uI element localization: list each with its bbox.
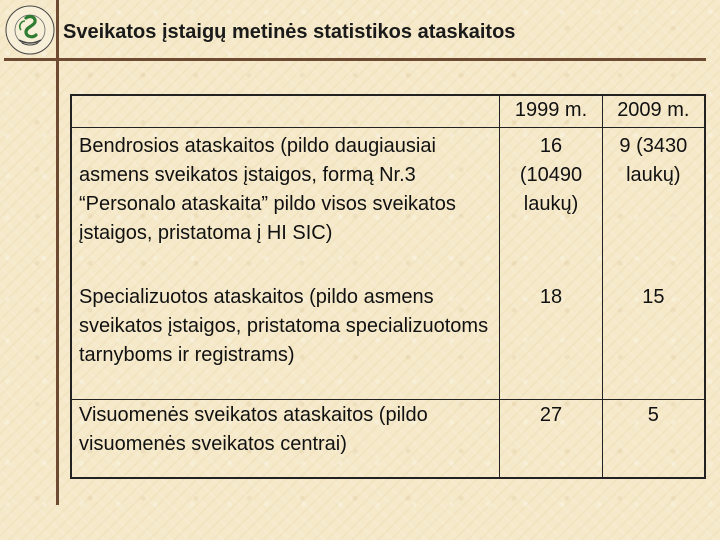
row-value-1999: 27 (500, 400, 602, 479)
row-value-1999: 16 (10490 laukų) (500, 128, 602, 283)
statistics-table (70, 94, 706, 479)
row-value-2009: 15 (642, 286, 665, 308)
vertical-accent-line (56, 0, 59, 505)
table-row (71, 128, 705, 283)
health-info-center-logo-icon (4, 4, 56, 56)
row-value-2009: 5 (602, 400, 705, 479)
page-title: Sveikatos įstaigų metinės statistikos ataskaitos (63, 21, 516, 43)
table-header-row (71, 95, 705, 128)
table-row (71, 282, 705, 400)
row-description: Specializuotos ataskaitos (pildo asmens sveikatos įstaigos, pristatoma specializuotoms tarnyboms ir registrams) (71, 282, 500, 400)
row-description: Bendrosios ataskaitos (pildo daugiausiai asmens sveikatos įstaigos, formą Nr.3 “Personalo ataskaita” pildo visos sveikatos įstaigos, pristatoma į HI SIC) (71, 128, 500, 283)
header-cell-description (71, 95, 500, 128)
header-cell-1999: 1999 m. (500, 95, 602, 128)
row-value-1999: 18 (500, 282, 602, 400)
row-description: Visuomenės sveikatos ataskaitos (pildo visuomenės sveikatos centrai) (71, 400, 500, 479)
header-cell-2009: 2009 m. (602, 95, 705, 128)
table-row (71, 400, 705, 479)
row-value-2009: 9 (3430 laukų) (619, 135, 688, 186)
horizontal-accent-line (4, 58, 706, 61)
